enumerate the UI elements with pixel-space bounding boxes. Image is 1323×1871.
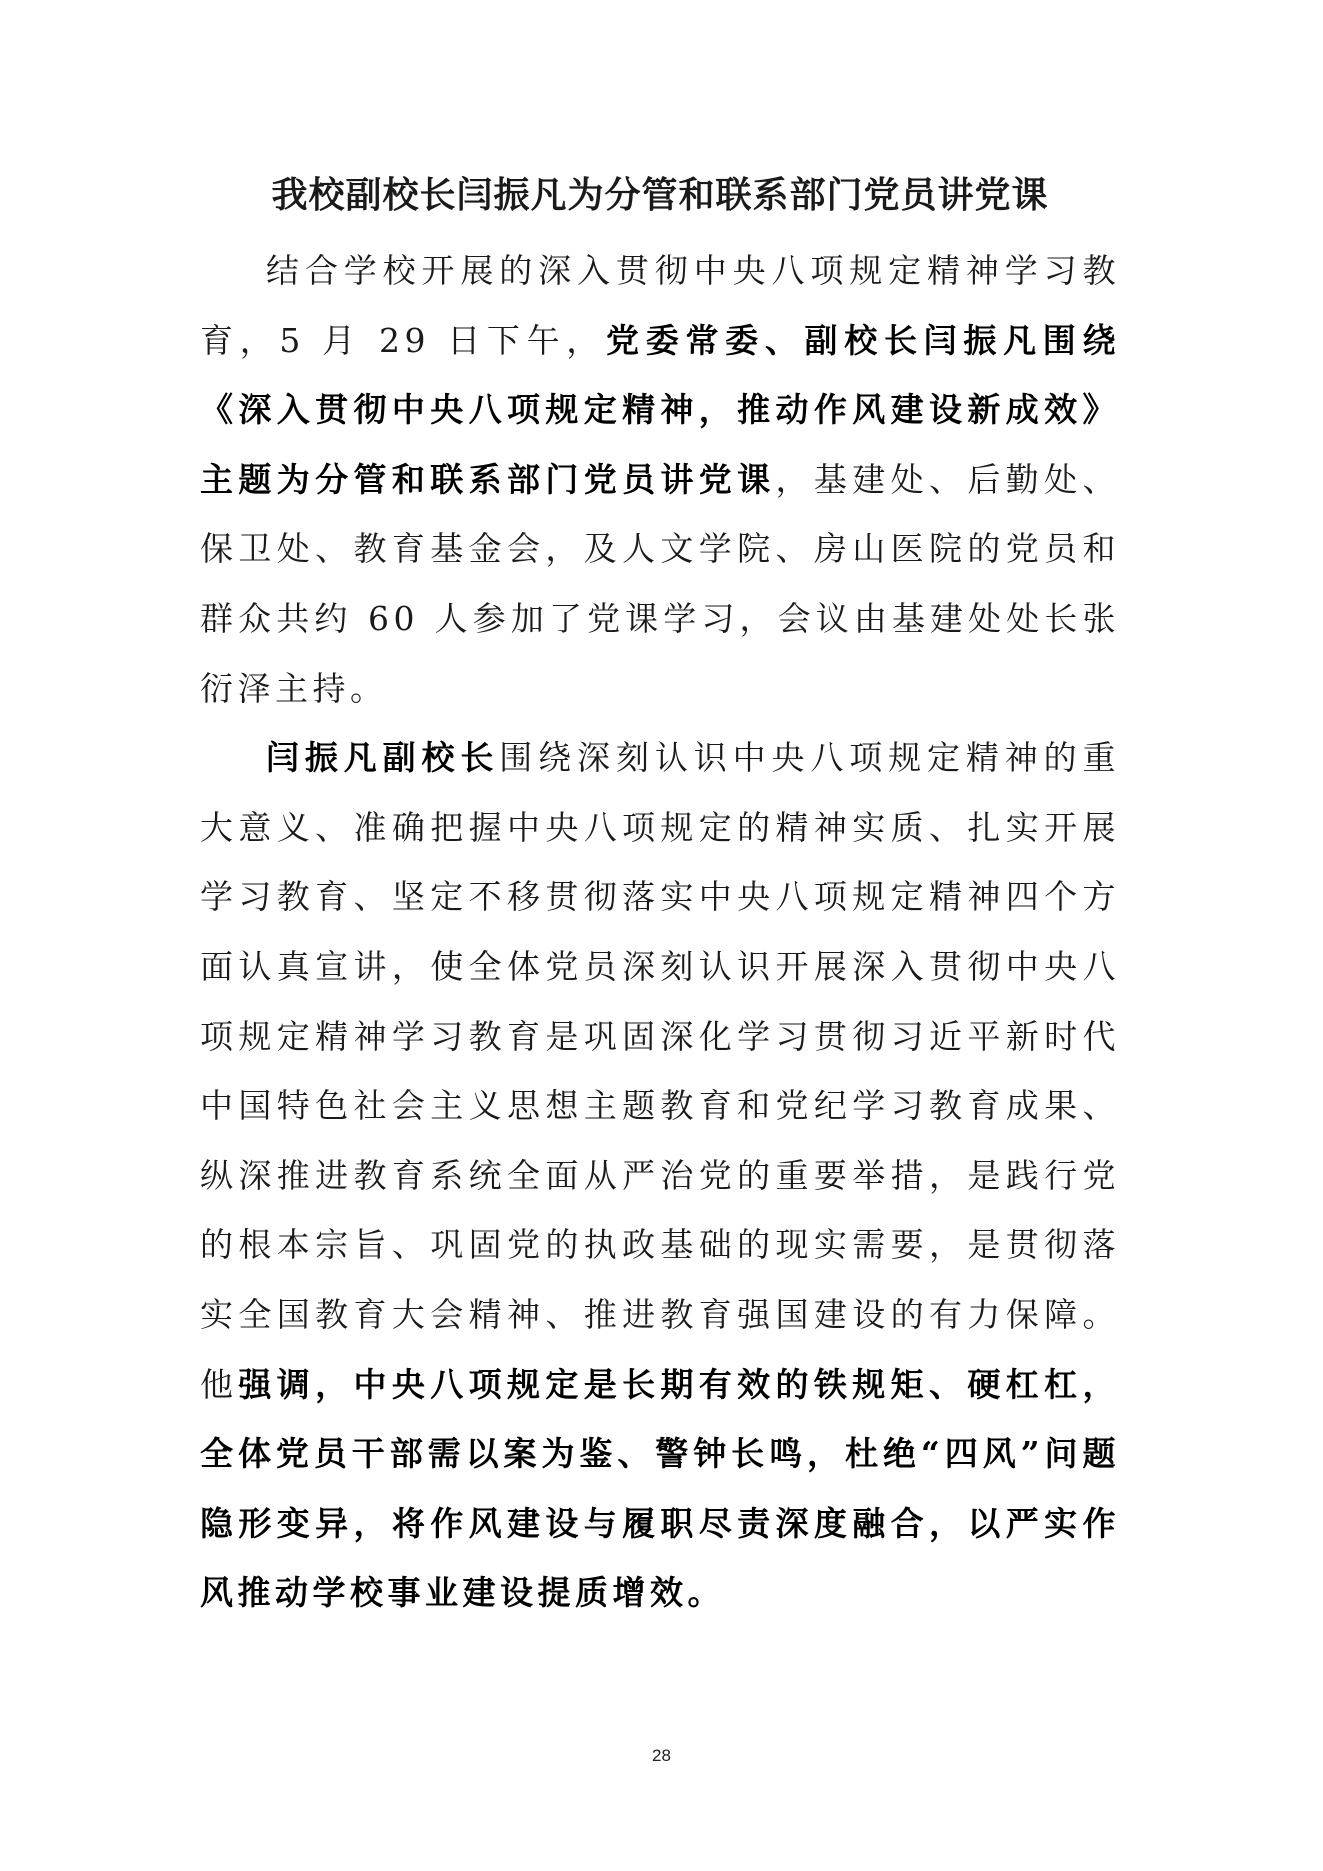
paragraph-2 xyxy=(200,723,1120,1628)
paragraph-2-bold-run: 闫振凡副校长 xyxy=(266,738,500,778)
paragraph-1-bold-run: 党委常委、副校长闫振凡围绕《深入贯彻中央八项规定精神，推动作风建设新成效》主题为分管和联系部门党员讲党课 xyxy=(200,320,1121,499)
paragraph-2-run: 围绕深刻认识中央八项规定精神的重大意义、准确把握中央八项规定的精神实质、扎实开展学习教育、坚定不移贯彻落实中央八项规定精神四个方面认真宣讲，使全体党员深刻认识开展深入贯彻中央八项规定精神学习教育是巩固深化学习贯彻习近平新时代中国特色社会主义思想主题教育和党纪学习教育成果、纵深推进教育系统全面从严治党的重要举措，是践行党的根本宗旨、巩固党的执政基础的现实需要，是贯彻落实全国教育大会精神、推进教育强国建设的有力保障。他 xyxy=(200,738,1121,1404)
article-body xyxy=(200,236,1120,1628)
paragraph-1-run: ，基建处、后勤处、保卫处、教育基金会，及人文学院、房山医院的党员和群众共约 60 人参加了党课学习，会议由基建处处长张衍泽主持。 xyxy=(200,459,1121,708)
page-number: 28 xyxy=(652,1746,671,1765)
paragraph-1 xyxy=(200,236,1120,723)
paragraph-2-bold-run: 强调，中央八项规定是长期有效的铁规矩、硬杠杠，全体党员干部需以案为鉴、警钟长鸣，杜绝“四风”问题隐形变异，将作风建设与履职尽责深度融合，以严实作风推动学校事业建设提质增效。 xyxy=(200,1364,1121,1613)
article-title: 我校副校长闫振凡为分管和联系部门党员讲党课 xyxy=(271,174,1049,216)
paragraph-1-run: 结合学校开展的深入贯彻中央八项规定精神学习教育，5 月 29 日下午， xyxy=(200,251,1120,360)
